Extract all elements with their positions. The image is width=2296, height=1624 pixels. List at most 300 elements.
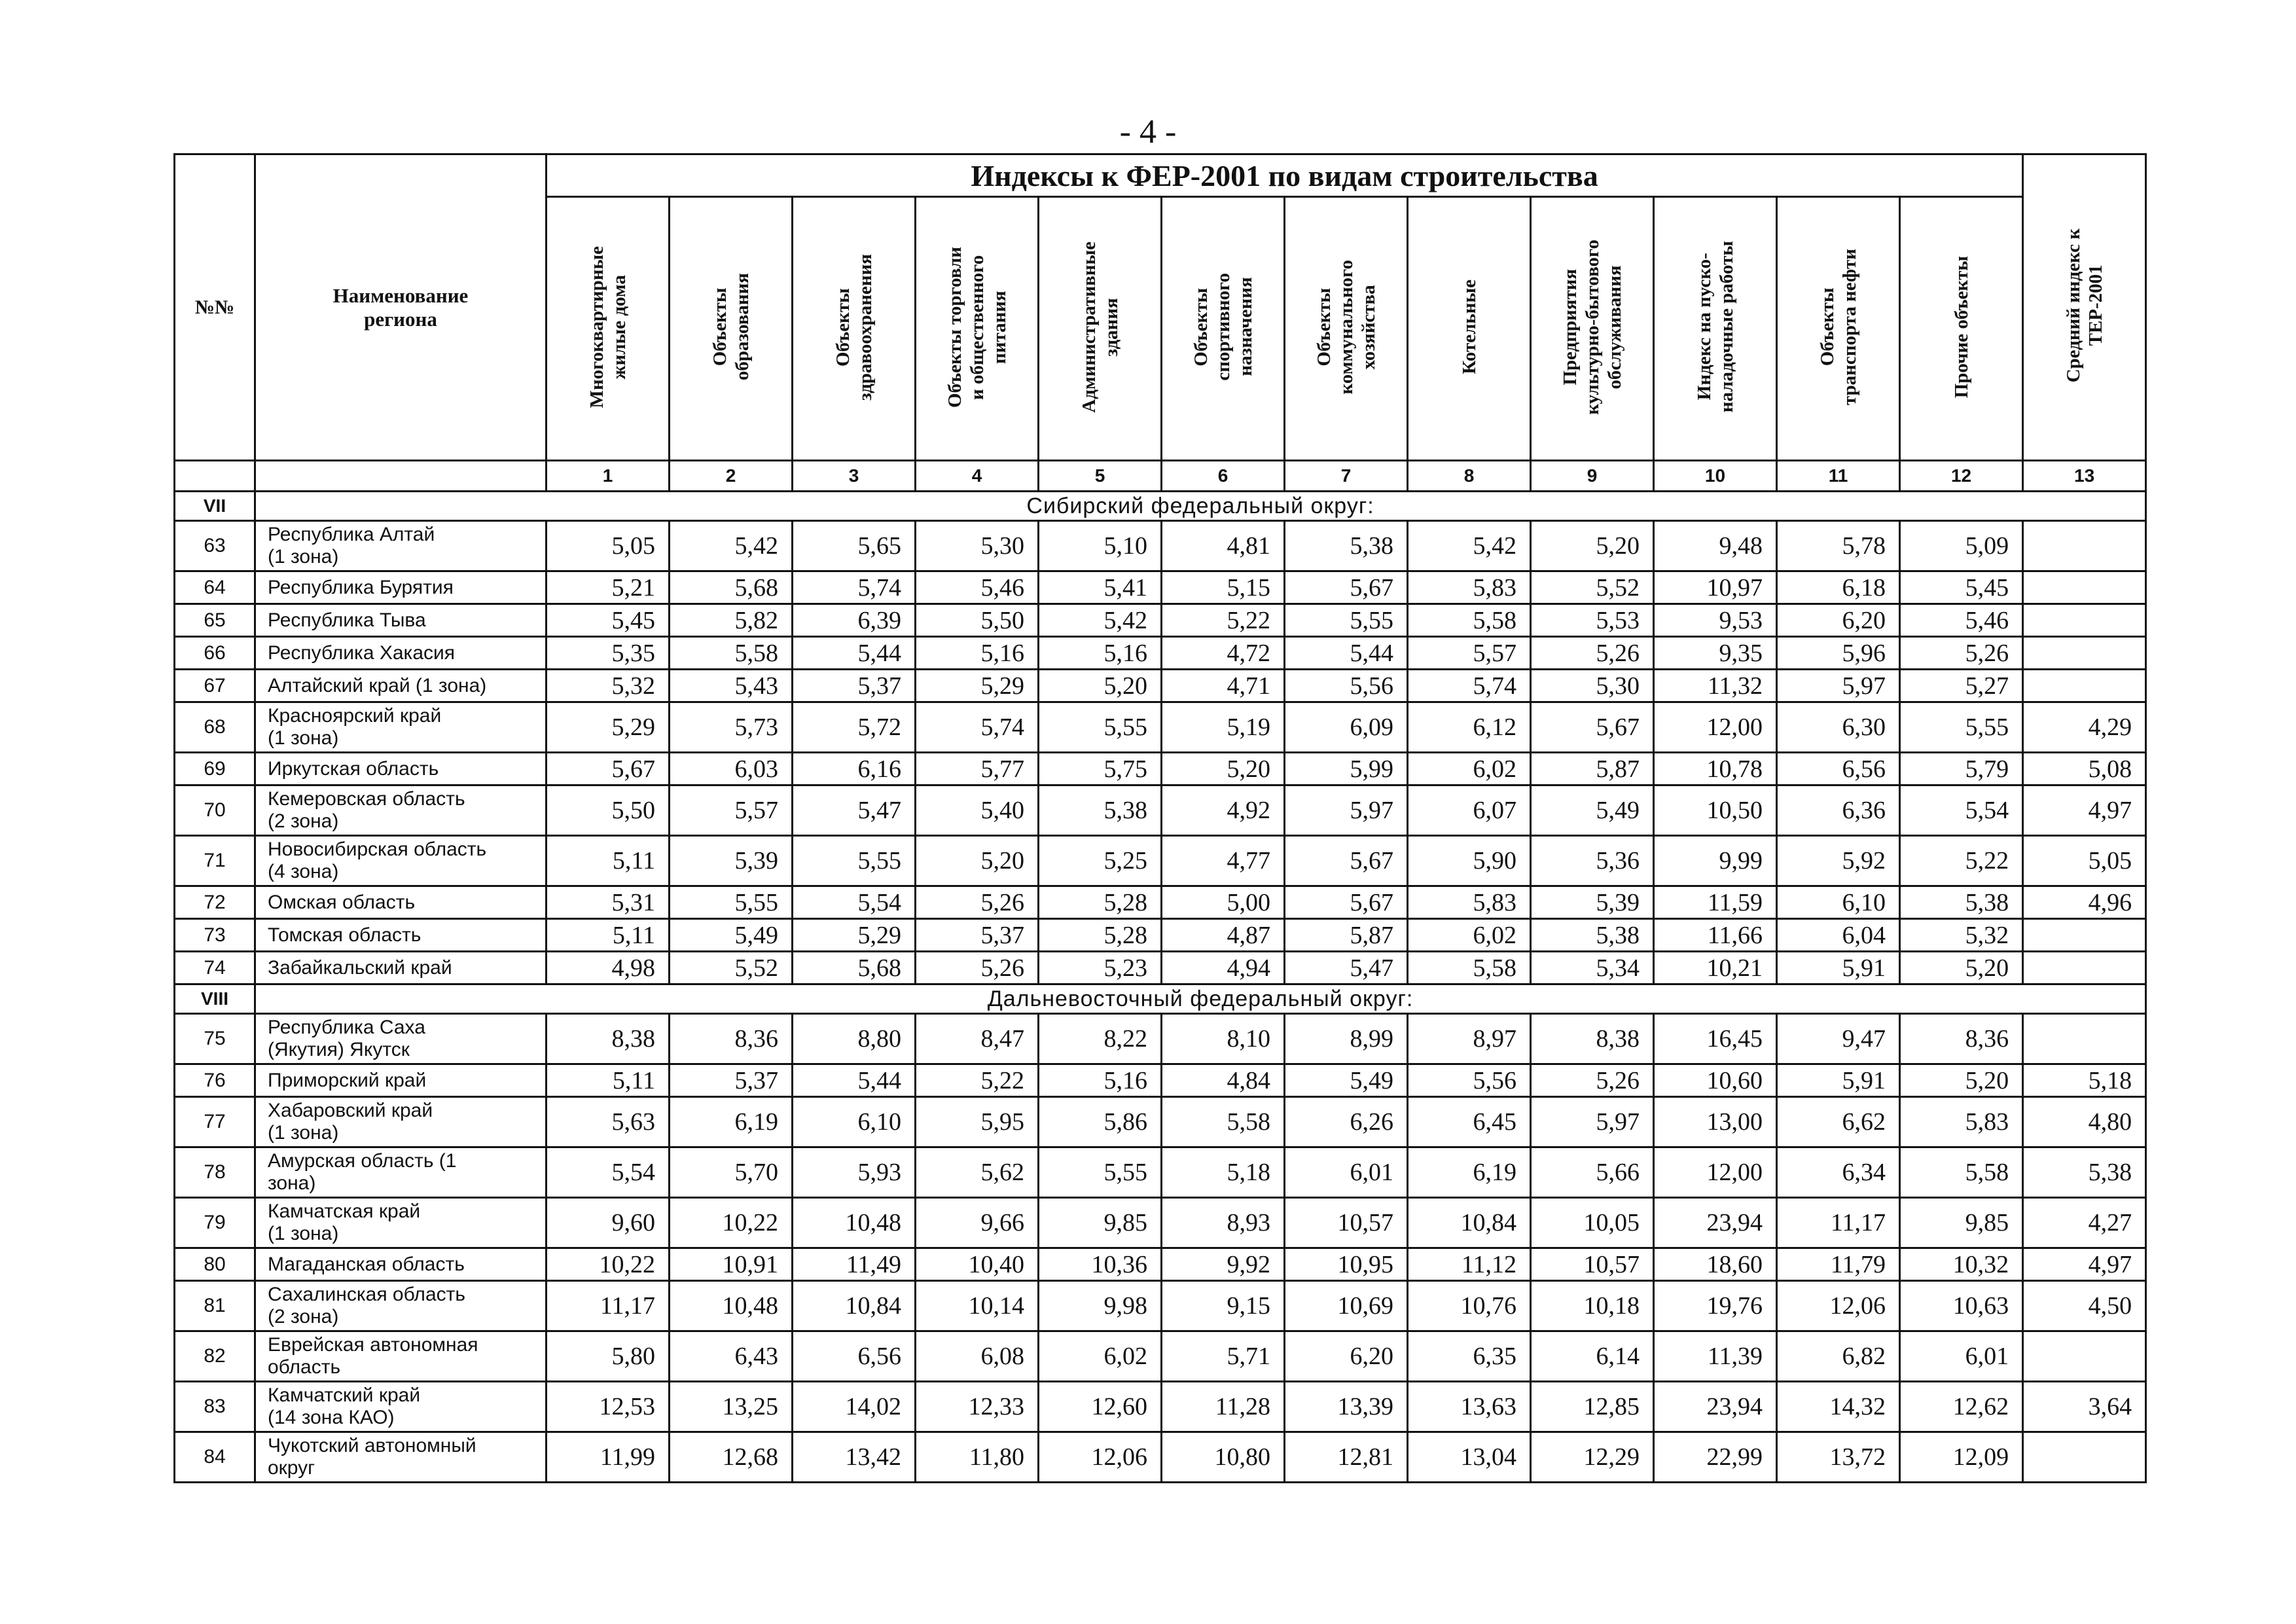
region-name: Республика Хакасия — [255, 637, 547, 670]
average-index-cell: 4,50 — [2023, 1281, 2146, 1331]
index-cell: 10,60 — [1654, 1064, 1777, 1097]
row-number: 74 — [175, 952, 255, 984]
index-cell: 8,36 — [670, 1014, 793, 1064]
index-cell: 10,95 — [1285, 1248, 1408, 1281]
row-number: 69 — [175, 753, 255, 785]
page-number: - 4 - — [1119, 113, 1177, 151]
row-number: 75 — [175, 1014, 255, 1064]
index-cell: 9,98 — [1039, 1281, 1162, 1331]
average-index-cell: 4,96 — [2023, 886, 2146, 919]
index-cell: 5,26 — [1531, 637, 1654, 670]
column-number: 10 — [1654, 461, 1777, 492]
index-cell: 5,42 — [1408, 521, 1531, 571]
index-cell: 6,26 — [1285, 1097, 1408, 1147]
column-number-blank — [255, 461, 547, 492]
index-cell: 5,74 — [793, 571, 916, 604]
average-index-cell: 4,29 — [2023, 702, 2146, 753]
index-cell: 23,94 — [1654, 1198, 1777, 1248]
average-index-cell — [2023, 1331, 2146, 1382]
index-cell: 4,87 — [1162, 919, 1285, 952]
region-name: Иркутская область — [255, 753, 547, 785]
index-cell: 6,19 — [1408, 1147, 1531, 1198]
index-cell: 6,35 — [1408, 1331, 1531, 1382]
region-name: Республика Тыва — [255, 604, 547, 637]
index-cell: 10,57 — [1531, 1248, 1654, 1281]
index-cell: 8,99 — [1285, 1014, 1408, 1064]
index-cell: 11,12 — [1408, 1248, 1531, 1281]
index-cell: 5,75 — [1039, 753, 1162, 785]
index-cell: 22,99 — [1654, 1432, 1777, 1483]
index-cell: 5,05 — [547, 521, 670, 571]
index-cell: 5,83 — [1408, 571, 1531, 604]
index-cell: 12,00 — [1654, 1147, 1777, 1198]
column-header-6 — [1162, 197, 1285, 461]
index-cell: 5,58 — [1408, 604, 1531, 637]
index-cell: 5,44 — [793, 637, 916, 670]
column-header-label: Многоквартирные жилые дома — [586, 245, 630, 408]
region-name: Республика Алтай (1 зона) — [255, 521, 547, 571]
row-number: 72 — [175, 886, 255, 919]
index-cell: 5,16 — [1039, 637, 1162, 670]
column-header-10 — [1654, 197, 1777, 461]
index-cell: 5,20 — [1162, 753, 1285, 785]
region-name: Амурская область (1 зона) — [255, 1147, 547, 1198]
column-number: 1 — [547, 461, 670, 492]
index-cell: 11,39 — [1654, 1331, 1777, 1382]
index-cell: 5,99 — [1285, 753, 1408, 785]
index-cell: 6,62 — [1777, 1097, 1900, 1147]
index-cell: 5,67 — [547, 753, 670, 785]
index-cell: 5,44 — [793, 1064, 916, 1097]
index-cell: 6,14 — [1531, 1331, 1654, 1382]
index-cell: 5,36 — [1531, 836, 1654, 886]
index-cell: 6,56 — [1777, 753, 1900, 785]
index-cell: 6,02 — [1039, 1331, 1162, 1382]
index-cell: 6,10 — [1777, 886, 1900, 919]
index-cell: 5,58 — [1408, 952, 1531, 984]
index-cell: 5,55 — [1039, 702, 1162, 753]
section-row — [175, 492, 2146, 521]
index-cell: 14,02 — [793, 1382, 916, 1432]
index-table — [173, 153, 2147, 1483]
index-cell: 5,73 — [670, 702, 793, 753]
index-cell: 5,62 — [916, 1147, 1039, 1198]
index-cell: 5,11 — [547, 836, 670, 886]
index-cell: 5,37 — [670, 1064, 793, 1097]
index-cell: 5,46 — [1900, 604, 2023, 637]
column-header-1 — [547, 197, 670, 461]
index-cell: 5,47 — [793, 785, 916, 836]
average-index-cell: 4,27 — [2023, 1198, 2146, 1248]
index-cell: 5,38 — [1900, 886, 2023, 919]
row-number: 65 — [175, 604, 255, 637]
index-cell: 10,22 — [670, 1198, 793, 1248]
column-header-average-index — [2023, 154, 2146, 461]
index-cell: 5,22 — [1162, 604, 1285, 637]
index-cell: 10,21 — [1654, 952, 1777, 984]
column-number: 12 — [1900, 461, 2023, 492]
column-number: 2 — [670, 461, 793, 492]
index-cell: 5,21 — [547, 571, 670, 604]
index-cell: 9,60 — [547, 1198, 670, 1248]
index-cell: 5,91 — [1777, 1064, 1900, 1097]
column-number: 3 — [793, 461, 916, 492]
index-cell: 5,30 — [916, 521, 1039, 571]
index-cell: 5,41 — [1039, 571, 1162, 604]
index-cell: 12,09 — [1900, 1432, 2023, 1483]
region-name: Красноярский край (1 зона) — [255, 702, 547, 753]
index-cell: 5,20 — [1531, 521, 1654, 571]
index-cell: 10,63 — [1900, 1281, 2023, 1331]
index-cell: 5,87 — [1531, 753, 1654, 785]
table-row — [175, 1248, 2146, 1281]
index-cell: 8,93 — [1162, 1198, 1285, 1248]
index-cell: 11,49 — [793, 1248, 916, 1281]
index-cell: 10,48 — [670, 1281, 793, 1331]
column-header-4 — [916, 197, 1039, 461]
index-cell: 5,39 — [670, 836, 793, 886]
column-header-label: Объекты здравоохранения — [832, 253, 876, 401]
index-cell: 4,84 — [1162, 1064, 1285, 1097]
index-cell: 10,91 — [670, 1248, 793, 1281]
index-cell: 5,35 — [547, 637, 670, 670]
section-title: Сибирский федеральный округ: — [255, 492, 2146, 521]
section-row — [175, 984, 2146, 1014]
table-row — [175, 670, 2146, 702]
index-cell: 5,67 — [1285, 836, 1408, 886]
index-cell: 13,39 — [1285, 1382, 1408, 1432]
index-cell: 5,53 — [1531, 604, 1654, 637]
index-cell: 6,18 — [1777, 571, 1900, 604]
average-index-cell — [2023, 637, 2146, 670]
index-cell: 6,07 — [1408, 785, 1531, 836]
index-cell: 6,45 — [1408, 1097, 1531, 1147]
index-cell: 9,53 — [1654, 604, 1777, 637]
index-cell: 5,57 — [670, 785, 793, 836]
index-cell: 5,42 — [1039, 604, 1162, 637]
row-number: 81 — [175, 1281, 255, 1331]
index-cell: 5,39 — [1531, 886, 1654, 919]
column-number: 7 — [1285, 461, 1408, 492]
column-header-number: №№ — [175, 154, 255, 461]
index-cell: 5,26 — [1900, 637, 2023, 670]
index-cell: 5,70 — [670, 1147, 793, 1198]
index-cell: 5,28 — [1039, 886, 1162, 919]
index-cell: 9,85 — [1900, 1198, 2023, 1248]
index-cell: 5,22 — [916, 1064, 1039, 1097]
index-cell: 8,97 — [1408, 1014, 1531, 1064]
table-row — [175, 702, 2146, 753]
index-cell: 11,66 — [1654, 919, 1777, 952]
column-header-5 — [1039, 197, 1162, 461]
index-cell: 5,86 — [1039, 1097, 1162, 1147]
index-cell: 5,40 — [916, 785, 1039, 836]
index-cell: 5,20 — [1039, 670, 1162, 702]
index-cell: 6,01 — [1900, 1331, 2023, 1382]
average-index-cell: 4,97 — [2023, 1248, 2146, 1281]
index-cell: 5,91 — [1777, 952, 1900, 984]
index-cell: 8,38 — [547, 1014, 670, 1064]
table-row — [175, 1014, 2146, 1064]
index-cell: 5,57 — [1408, 637, 1531, 670]
index-cell: 5,10 — [1039, 521, 1162, 571]
row-number: 79 — [175, 1198, 255, 1248]
index-cell: 5,77 — [916, 753, 1039, 785]
table-row — [175, 753, 2146, 785]
index-cell: 12,06 — [1777, 1281, 1900, 1331]
index-cell: 5,97 — [1531, 1097, 1654, 1147]
index-cell: 5,00 — [1162, 886, 1285, 919]
index-cell: 10,22 — [547, 1248, 670, 1281]
index-cell: 5,26 — [916, 886, 1039, 919]
region-name: Томская область — [255, 919, 547, 952]
row-number: 64 — [175, 571, 255, 604]
row-number: 84 — [175, 1432, 255, 1483]
index-cell: 9,85 — [1039, 1198, 1162, 1248]
index-cell: 5,55 — [1039, 1147, 1162, 1198]
index-cell: 6,08 — [916, 1331, 1039, 1382]
row-number: 70 — [175, 785, 255, 836]
index-cell: 5,58 — [670, 637, 793, 670]
index-cell: 10,05 — [1531, 1198, 1654, 1248]
index-cell: 6,02 — [1408, 919, 1531, 952]
index-cell: 5,80 — [547, 1331, 670, 1382]
index-cell: 6,20 — [1777, 604, 1900, 637]
table-row — [175, 836, 2146, 886]
index-cell: 10,76 — [1408, 1281, 1531, 1331]
index-cell: 6,82 — [1777, 1331, 1900, 1382]
average-index-cell: 5,05 — [2023, 836, 2146, 886]
index-cell: 5,74 — [1408, 670, 1531, 702]
index-cell: 6,03 — [670, 753, 793, 785]
index-cell: 8,10 — [1162, 1014, 1285, 1064]
index-cell: 14,32 — [1777, 1382, 1900, 1432]
index-cell: 5,92 — [1777, 836, 1900, 886]
column-number-blank — [175, 461, 255, 492]
index-cell: 5,83 — [1408, 886, 1531, 919]
row-number: 80 — [175, 1248, 255, 1281]
row-number: 82 — [175, 1331, 255, 1382]
index-cell: 11,80 — [916, 1432, 1039, 1483]
average-index-cell: 5,38 — [2023, 1147, 2146, 1198]
index-cell: 11,59 — [1654, 886, 1777, 919]
average-index-cell — [2023, 604, 2146, 637]
average-index-cell — [2023, 571, 2146, 604]
index-cell: 10,14 — [916, 1281, 1039, 1331]
index-cell: 4,98 — [547, 952, 670, 984]
row-number: 77 — [175, 1097, 255, 1147]
index-cell: 8,36 — [1900, 1014, 2023, 1064]
index-cell: 5,28 — [1039, 919, 1162, 952]
table-row — [175, 1064, 2146, 1097]
index-cell: 6,56 — [793, 1331, 916, 1382]
index-cell: 5,50 — [916, 604, 1039, 637]
row-number: 73 — [175, 919, 255, 952]
index-cell: 10,80 — [1162, 1432, 1285, 1483]
index-cell: 5,47 — [1285, 952, 1408, 984]
index-cell: 5,55 — [793, 836, 916, 886]
index-cell: 9,47 — [1777, 1014, 1900, 1064]
index-cell: 5,71 — [1162, 1331, 1285, 1382]
column-number: 4 — [916, 461, 1039, 492]
index-cell: 5,74 — [916, 702, 1039, 753]
index-cell: 5,49 — [1531, 785, 1654, 836]
table-row — [175, 919, 2146, 952]
column-header-label: Объекты транспорта нефти — [1816, 248, 1860, 406]
table-row — [175, 1432, 2146, 1483]
index-cell: 6,30 — [1777, 702, 1900, 753]
index-cell: 6,43 — [670, 1331, 793, 1382]
index-cell: 11,28 — [1162, 1382, 1285, 1432]
index-cell: 5,46 — [916, 571, 1039, 604]
index-cell: 5,54 — [1900, 785, 2023, 836]
average-index-cell: 5,08 — [2023, 753, 2146, 785]
index-cell: 4,77 — [1162, 836, 1285, 886]
average-index-cell — [2023, 670, 2146, 702]
average-index-cell — [2023, 919, 2146, 952]
index-cell: 5,52 — [670, 952, 793, 984]
index-cell: 6,34 — [1777, 1147, 1900, 1198]
index-cell: 5,16 — [916, 637, 1039, 670]
row-number: 66 — [175, 637, 255, 670]
column-header-label: Объекты торговли и общественного питания — [944, 246, 1010, 408]
row-number: 71 — [175, 836, 255, 886]
index-cell: 12,60 — [1039, 1382, 1162, 1432]
index-cell: 10,18 — [1531, 1281, 1654, 1331]
index-cell: 18,60 — [1654, 1248, 1777, 1281]
index-cell: 5,68 — [793, 952, 916, 984]
column-number: 8 — [1408, 461, 1531, 492]
column-header-11 — [1777, 197, 1900, 461]
index-cell: 6,12 — [1408, 702, 1531, 753]
index-cell: 5,87 — [1285, 919, 1408, 952]
index-cell: 11,99 — [547, 1432, 670, 1483]
region-name: Алтайский край (1 зона) — [255, 670, 547, 702]
index-cell: 5,15 — [1162, 571, 1285, 604]
index-cell: 12,81 — [1285, 1432, 1408, 1483]
index-cell: 5,37 — [916, 919, 1039, 952]
column-header-label: Объекты коммунального хозяйства — [1313, 259, 1379, 395]
index-cell: 5,42 — [670, 521, 793, 571]
index-cell: 5,66 — [1531, 1147, 1654, 1198]
table-row — [175, 521, 2146, 571]
region-name: Камчатская край (1 зона) — [255, 1198, 547, 1248]
index-cell: 5,11 — [547, 1064, 670, 1097]
index-cell: 9,48 — [1654, 521, 1777, 571]
index-cell: 10,32 — [1900, 1248, 2023, 1281]
region-name: Чукотский автономный округ — [255, 1432, 547, 1483]
index-cell: 5,32 — [1900, 919, 2023, 952]
index-cell: 5,49 — [670, 919, 793, 952]
index-cell: 12,29 — [1531, 1432, 1654, 1483]
index-cell: 9,35 — [1654, 637, 1777, 670]
index-cell: 5,58 — [1162, 1097, 1285, 1147]
index-cell: 11,17 — [1777, 1198, 1900, 1248]
index-cell: 5,58 — [1900, 1147, 2023, 1198]
region-name: Еврейская автономная область — [255, 1331, 547, 1382]
region-name: Камчатский край (14 зона КАО) — [255, 1382, 547, 1432]
index-cell: 5,29 — [916, 670, 1039, 702]
index-cell: 11,32 — [1654, 670, 1777, 702]
index-cell: 5,63 — [547, 1097, 670, 1147]
index-cell: 5,54 — [793, 886, 916, 919]
index-cell: 9,92 — [1162, 1248, 1285, 1281]
index-cell: 10,78 — [1654, 753, 1777, 785]
average-index-cell — [2023, 521, 2146, 571]
index-cell: 5,97 — [1777, 670, 1900, 702]
column-header-2 — [670, 197, 793, 461]
index-cell: 5,49 — [1285, 1064, 1408, 1097]
index-cell: 10,97 — [1654, 571, 1777, 604]
column-header-label: Прочие объекты — [1950, 255, 1972, 399]
row-number: 67 — [175, 670, 255, 702]
index-cell: 6,01 — [1285, 1147, 1408, 1198]
index-cell: 19,76 — [1654, 1281, 1777, 1331]
index-cell: 6,36 — [1777, 785, 1900, 836]
index-cell: 9,66 — [916, 1198, 1039, 1248]
section-code: VII — [175, 492, 255, 521]
region-name: Республика Саха (Якутия) Якутск — [255, 1014, 547, 1064]
index-cell: 5,55 — [1900, 702, 2023, 753]
table-row — [175, 571, 2146, 604]
index-cell: 5,79 — [1900, 753, 2023, 785]
average-index-cell — [2023, 952, 2146, 984]
table-row — [175, 886, 2146, 919]
index-cell: 5,44 — [1285, 637, 1408, 670]
index-cell: 4,72 — [1162, 637, 1285, 670]
index-cell: 6,09 — [1285, 702, 1408, 753]
average-index-cell: 5,18 — [2023, 1064, 2146, 1097]
index-cell: 6,39 — [793, 604, 916, 637]
index-cell: 23,94 — [1654, 1382, 1777, 1432]
index-cell: 5,20 — [1900, 1064, 2023, 1097]
index-cell: 13,72 — [1777, 1432, 1900, 1483]
index-cell: 6,19 — [670, 1097, 793, 1147]
index-cell: 10,36 — [1039, 1248, 1162, 1281]
index-cell: 5,97 — [1285, 785, 1408, 836]
index-cell: 9,15 — [1162, 1281, 1285, 1331]
index-cell: 5,72 — [793, 702, 916, 753]
region-name: Приморский край — [255, 1064, 547, 1097]
column-header-9 — [1531, 197, 1654, 461]
index-cell: 5,83 — [1900, 1097, 2023, 1147]
table-row — [175, 785, 2146, 836]
index-cell: 9,99 — [1654, 836, 1777, 886]
index-cell: 10,50 — [1654, 785, 1777, 836]
column-number: 5 — [1039, 461, 1162, 492]
index-cell: 5,65 — [793, 521, 916, 571]
index-cell: 8,22 — [1039, 1014, 1162, 1064]
section-title: Дальневосточный федеральный округ: — [255, 984, 2146, 1014]
column-number: 6 — [1162, 461, 1285, 492]
table-title: Индексы к ФЕР-2001 по видам строительства — [547, 154, 2023, 197]
region-name: Хабаровский край (1 зона) — [255, 1097, 547, 1147]
index-cell: 4,81 — [1162, 521, 1285, 571]
column-number: 11 — [1777, 461, 1900, 492]
column-header-12 — [1900, 197, 2023, 461]
index-cell: 8,38 — [1531, 1014, 1654, 1064]
average-index-cell: 3,64 — [2023, 1382, 2146, 1432]
table-row — [175, 1147, 2146, 1198]
column-header-7 — [1285, 197, 1408, 461]
index-cell: 5,34 — [1531, 952, 1654, 984]
index-cell: 5,29 — [547, 702, 670, 753]
region-name: Новосибирская область (4 зона) — [255, 836, 547, 886]
index-cell: 5,95 — [916, 1097, 1039, 1147]
index-cell: 13,63 — [1408, 1382, 1531, 1432]
index-cell: 6,02 — [1408, 753, 1531, 785]
index-cell: 13,00 — [1654, 1097, 1777, 1147]
